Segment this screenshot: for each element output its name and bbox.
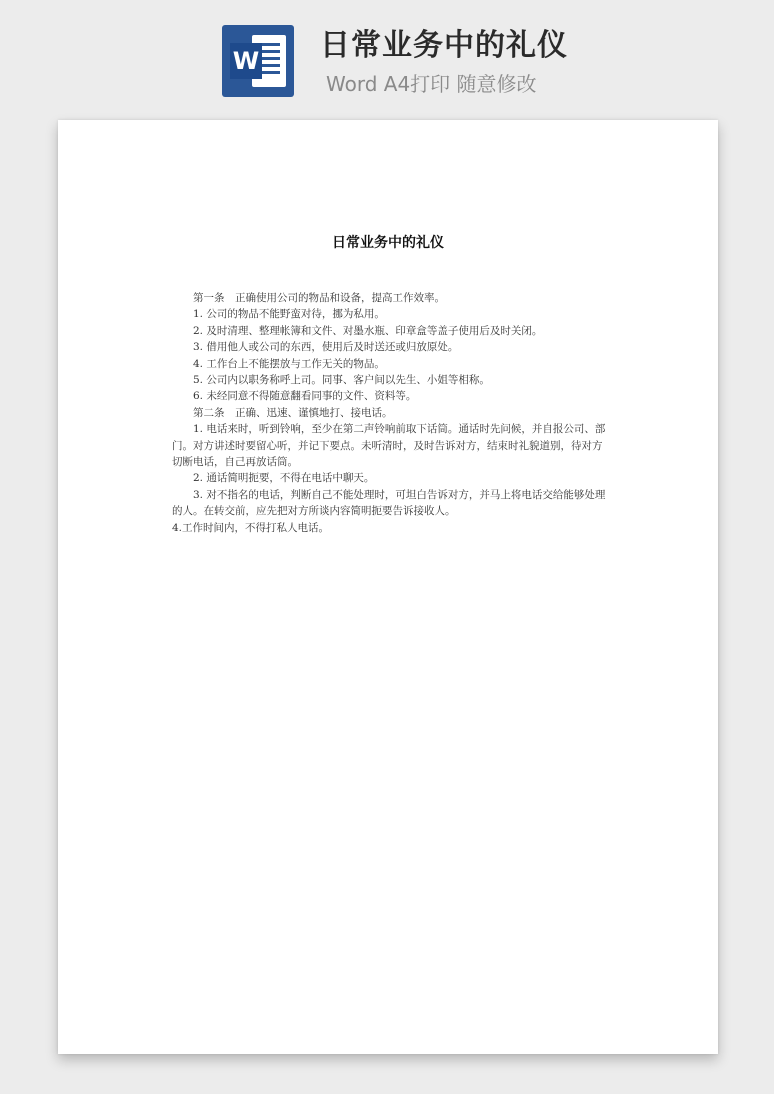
article-heading: 第一条 正确使用公司的物品和设备，提高工作效率。	[193, 292, 445, 304]
word-letter: W	[230, 43, 262, 79]
paragraph: 4.工作时间内，不得打私人电话。	[172, 521, 330, 534]
paragraph: 6. 未经同意不得随意翻看同事的文件、资料等。	[193, 390, 417, 403]
document-title: 日常业务中的礼仪	[332, 235, 444, 251]
paragraph: 1. 公司的物品不能野蛮对待，挪为私用。	[193, 308, 385, 321]
article-heading: 第二条 正确、迅速、谨慎地打、接电话。	[193, 406, 393, 419]
paragraph: 5. 公司内以职务称呼上司。同事、客户间以先生、小姐等相称。	[193, 374, 490, 387]
paragraph: 1. 电话来时，听到铃响，至少在第二声铃响前取下话筒。通话时先问候，并自报公司、部门。对方讲述时要留心听，并记下要点。未听清时，及时告诉对方，结束时礼貌道别，待对方切断电话，自己再放话筒。	[172, 423, 606, 469]
paragraph: 4. 工作台上不能摆放与工作无关的物品。	[193, 357, 385, 370]
document-page	[58, 120, 718, 1054]
header	[0, 0, 774, 110]
banner-subtitle: Word A4打印 随意修改	[326, 72, 537, 96]
paragraph: 3. 借用他人或公司的东西，使用后及时送还或归放原处。	[193, 341, 459, 354]
paragraph: 2. 通话简明扼要，不得在电话中聊天。	[193, 472, 375, 485]
banner-title: 日常业务中的礼仪	[320, 28, 568, 63]
word-icon	[222, 25, 294, 97]
document-body	[172, 290, 606, 536]
paragraph: 2. 及时清理、整理帐簿和文件、对墨水瓶、印章盒等盖子使用后及时关闭。	[193, 324, 543, 337]
paragraph: 3. 对不指名的电话，判断自己不能处理时，可坦白告诉对方，并马上将电话交给能够处理的人。在转交前，应先把对方所谈内容简明扼要告诉接收人。	[172, 488, 606, 518]
